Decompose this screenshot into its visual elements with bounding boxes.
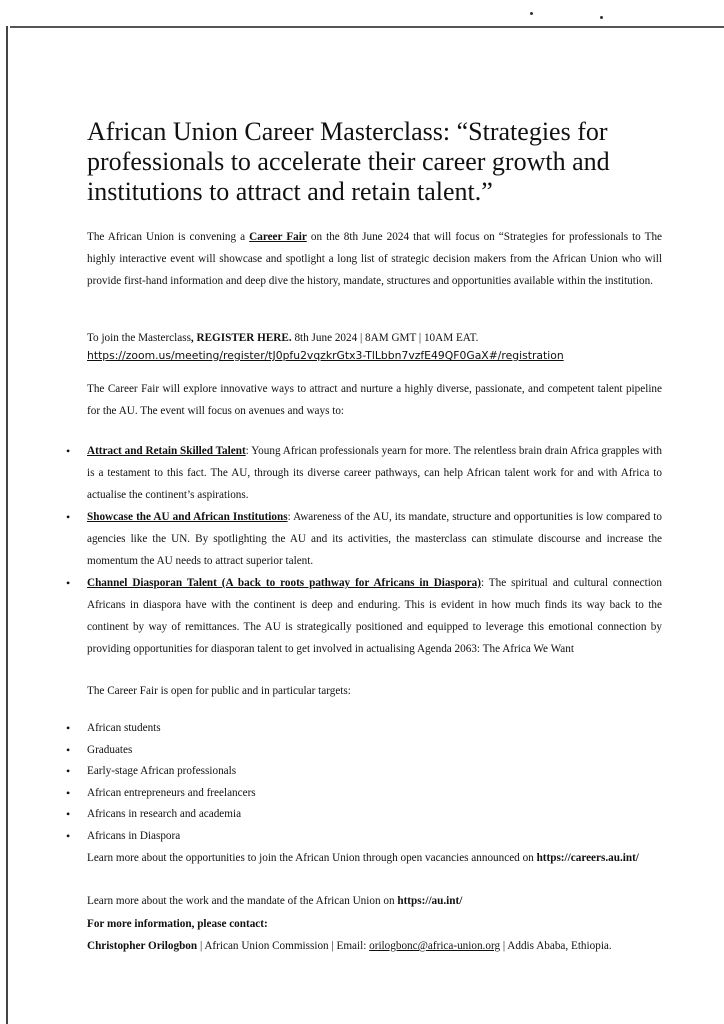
scan-border-left: [6, 26, 8, 1024]
career-fair-link[interactable]: Career Fair: [249, 231, 307, 243]
list-item: [66, 804, 662, 826]
target-label: African students: [87, 722, 161, 734]
target-label: Early-stage African professionals: [87, 765, 237, 777]
careers-link[interactable]: https://careers.au.int/: [536, 852, 639, 864]
learn-careers-paragraph: [87, 847, 662, 869]
scan-border-top: [10, 26, 724, 28]
focus-text: : Awareness of the AU, its mandate, structure and opportunities is low compared to agencies like the UN. By spotlighting the AU and its activities, the masterclass can stimulate discourse and increase the momentum the AU needs to attract superior talent.: [87, 511, 662, 567]
list-item: [66, 572, 662, 660]
bullet-icon: •: [66, 764, 71, 778]
focus-list: [66, 440, 662, 660]
register-here-link[interactable]: , REGISTER HERE.: [190, 332, 292, 344]
bullet-icon: •: [66, 742, 71, 757]
intro-text-rest: on the 8th June 2024 that will focus on “Strategies for professionals to The highly interactive event will showcase and spotlight a long list of strategic decision makers from the African Union who will provide first-hand information and deep dive the history, mandate, structures and opportunities available within the institution.: [87, 231, 663, 287]
bullet-icon: •: [66, 576, 71, 590]
focus-heading: Showcase the AU and African Institutions: [87, 511, 288, 523]
list-item: [66, 761, 662, 783]
contact-email-link[interactable]: orilogbonc@africa-union.org: [369, 940, 501, 952]
target-label: Africans in Diaspora: [87, 829, 181, 842]
explore-paragraph: The Career Fair will explore innovative ways to attract and nurture a highly diverse, passionate, and competent talent pipeline for the AU. The event will focus on avenues and ways to:: [87, 383, 662, 417]
zoom-registration-link[interactable]: https://zoom.us/meeting/register/tJ0pfu2vqzkrGtx3-TlLbbn7vzfE49QF0GaX#/registration: [87, 349, 564, 362]
target-label: African entrepreneurs and freelancers: [87, 786, 256, 799]
register-text: To join the Masterclass: [87, 332, 191, 344]
scan-speck: [530, 12, 533, 15]
contact-location: | Addis Ababa, Ethiopia.: [500, 940, 612, 952]
bullet-icon: •: [66, 510, 71, 524]
list-item: [66, 826, 662, 848]
targets-intro: The Career Fair is open for public and in particular targets:: [87, 685, 351, 697]
intro-paragraph: [87, 226, 662, 292]
contact-line: [87, 935, 662, 957]
contact-org: | African Union Commission | Email:: [197, 940, 370, 952]
au-link[interactable]: https://au.int/: [397, 895, 463, 907]
list-item: [66, 783, 662, 805]
document-title: African Union Career Masterclass: “Strategies for professionals to accelerate their career growth and institutions to attract and retain talent.”: [87, 117, 610, 206]
learn-au-paragraph: [87, 890, 662, 912]
bullet-icon: •: [66, 807, 71, 821]
register-paragraph: [87, 329, 662, 365]
focus-heading: Attract and Retain Skilled Talent: [87, 445, 246, 457]
contact-name: Christopher Orilogbon: [87, 940, 198, 952]
list-item: [66, 740, 662, 762]
targets-list: [66, 718, 662, 847]
intro-text: The African Union is convening a: [87, 231, 250, 243]
list-item: [66, 506, 662, 572]
focus-heading: Channel Diasporan Talent (A back to roots pathway for Africans in Diaspora): [87, 577, 481, 589]
register-details: 8th June 2024 | 8AM GMT | 10AM EAT.: [291, 332, 479, 344]
list-item: [66, 718, 662, 740]
target-label: Graduates: [87, 743, 133, 756]
focus-text: : The spiritual and cultural connection Africans in diaspora have with the continent is deep and enduring. This is evident in how much finds its way back to the continent by way of remittances. The AU is strategically positioned and equipped to leverage this emotional connection by providing opportunities for diasporan talent to get involved in actualising Agenda 2063: The Africa We Want: [87, 577, 662, 655]
focus-text: : Young African professionals yearn for more. The relentless brain drain Africa grapples with is a testament to this fact. The AU, through its diverse career pathways, can help African talent work for and with Africa to actualise the continent’s aspirations.: [87, 445, 662, 501]
learn-au-text: Learn more about the work and the mandate of the African Union on: [87, 895, 398, 907]
list-item: [66, 440, 662, 506]
bullet-icon: •: [66, 828, 71, 843]
contact-heading: For more information, please contact:: [87, 918, 268, 930]
bullet-icon: •: [66, 444, 71, 458]
bullet-icon: •: [66, 721, 71, 735]
scan-speck: [600, 16, 603, 19]
target-label: Africans in research and academia: [87, 808, 242, 820]
bullet-icon: •: [66, 785, 71, 800]
learn-careers-text: Learn more about the opportunities to join the African Union through open vacancies announced on: [87, 852, 537, 864]
